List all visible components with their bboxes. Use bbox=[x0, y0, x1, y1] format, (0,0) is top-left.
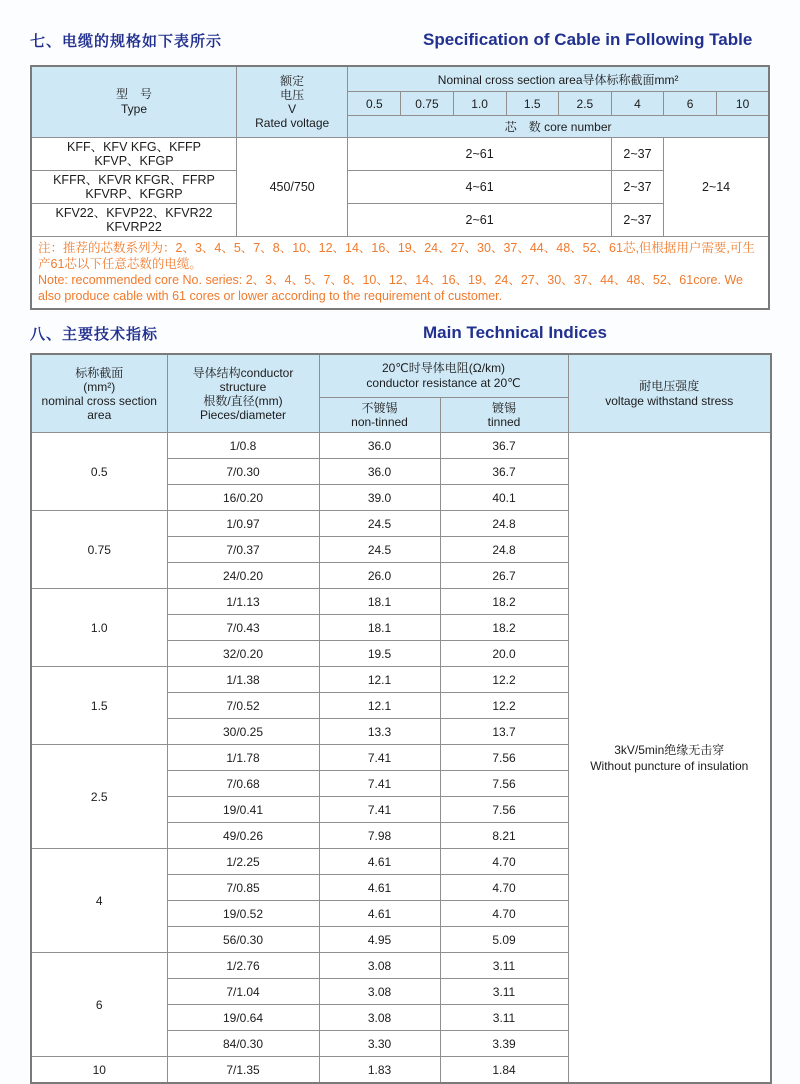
conductor-structure-cell: 30/0.25 bbox=[167, 719, 319, 745]
conductor-structure-cell: 1/1.38 bbox=[167, 667, 319, 693]
conductor-structure-header-cell bbox=[167, 354, 319, 433]
nominal-area-cell: 0.5 bbox=[31, 433, 167, 511]
resistance-non-tinned-cell: 13.3 bbox=[319, 719, 440, 745]
resistance-non-tinned-cell: 4.61 bbox=[319, 901, 440, 927]
section8-title-zh: 八、主要技术指标 bbox=[30, 326, 159, 343]
header-line: 标称截面 bbox=[75, 365, 124, 380]
resistance-tinned-cell: 3.11 bbox=[440, 979, 568, 1005]
conductor-structure-cell: 32/0.20 bbox=[167, 641, 319, 667]
note-text-zh: 注：推荐的芯数系列为：2、3、4、5、7、8、10、12、14、16、19、24、27、30、37、44、48、52、61芯,但根据用户需要,可生产61芯以下任意芯数的电缆。 bbox=[38, 241, 755, 271]
conductor-structure-cell: 1/2.25 bbox=[167, 849, 319, 875]
conductor-structure-cell: 1/1.13 bbox=[167, 589, 319, 615]
voltage-withstand-cell bbox=[568, 433, 771, 1084]
resistance-tinned-cell: 4.70 bbox=[440, 875, 568, 901]
nominal-area-cell: 10 bbox=[31, 1057, 167, 1084]
conductor-structure-cell: 49/0.26 bbox=[167, 823, 319, 849]
header-line: 根数/直径(mm) bbox=[203, 393, 283, 408]
conductor-structure-cell: 7/0.85 bbox=[167, 875, 319, 901]
spec-table bbox=[30, 65, 770, 310]
cable-type-cell bbox=[31, 204, 237, 237]
core-range-6-10-cell: 2~14 bbox=[664, 138, 769, 237]
resistance-non-tinned-cell: 12.1 bbox=[319, 667, 440, 693]
area-col-header: 0.5 bbox=[348, 92, 401, 116]
resistance-tinned-cell: 24.8 bbox=[440, 511, 568, 537]
conductor-structure-cell: 1/0.8 bbox=[167, 433, 319, 459]
tinned-header-cell bbox=[440, 398, 568, 433]
header-line: non-tinned bbox=[351, 415, 408, 429]
header-line: conductor resistance at 20℃ bbox=[366, 376, 521, 390]
header-line: nominal cross section bbox=[41, 393, 157, 408]
spec-table-row bbox=[31, 138, 769, 171]
resistance-non-tinned-cell: 1.83 bbox=[319, 1057, 440, 1084]
nominal-area-cell: 6 bbox=[31, 953, 167, 1057]
cable-type-cell bbox=[31, 138, 237, 171]
cable-type-line: KFF、KFV KFG、KFFP bbox=[66, 140, 202, 154]
resistance-non-tinned-cell: 19.5 bbox=[319, 641, 440, 667]
resistance-tinned-cell: 7.56 bbox=[440, 797, 568, 823]
section8-heading bbox=[30, 323, 770, 343]
resistance-tinned-cell: 4.70 bbox=[440, 901, 568, 927]
header-line: tinned bbox=[487, 415, 521, 429]
conductor-structure-cell: 1/0.97 bbox=[167, 511, 319, 537]
conductor-structure-cell: 1/1.78 bbox=[167, 745, 319, 771]
core-range-small-cell: 4~61 bbox=[348, 171, 612, 204]
nominal-area-cell: 1.0 bbox=[31, 589, 167, 667]
section8-title-en: Main Technical Indices bbox=[423, 323, 607, 342]
resistance-non-tinned-cell: 39.0 bbox=[319, 485, 440, 511]
resistance-tinned-cell: 24.8 bbox=[440, 537, 568, 563]
resistance-tinned-cell: 20.0 bbox=[440, 641, 568, 667]
header-line: structure bbox=[219, 379, 267, 394]
conductor-structure-cell: 24/0.20 bbox=[167, 563, 319, 589]
area-col-header: 6 bbox=[664, 92, 717, 116]
core-range-small-cell: 2~61 bbox=[348, 204, 612, 237]
cable-type-line: KFFR、KFVR KFGR、FFRP bbox=[53, 173, 215, 187]
area-col-header: 4 bbox=[611, 92, 663, 116]
rated-voltage-cell: 450/750 bbox=[237, 138, 348, 237]
resistance-non-tinned-cell: 3.08 bbox=[319, 979, 440, 1005]
resistance-non-tinned-cell: 3.08 bbox=[319, 1005, 440, 1031]
conductor-structure-cell: 7/1.35 bbox=[167, 1057, 319, 1084]
cable-type-line: KFV22、KFVP22、KFVR22 bbox=[55, 206, 213, 220]
area-col-header: 0.75 bbox=[401, 92, 453, 116]
resistance-header-cell bbox=[319, 354, 568, 398]
conductor-structure-cell: 7/0.30 bbox=[167, 459, 319, 485]
resistance-tinned-cell: 4.70 bbox=[440, 849, 568, 875]
resistance-tinned-cell: 13.7 bbox=[440, 719, 568, 745]
tech-table-row bbox=[31, 433, 771, 459]
resistance-non-tinned-cell: 18.1 bbox=[319, 615, 440, 641]
section7-heading bbox=[30, 30, 770, 50]
area-col-header: 1.5 bbox=[506, 92, 558, 116]
section7-title-en: Specification of Cable in Following Table bbox=[423, 30, 753, 49]
nominal-area-header-cell bbox=[31, 354, 167, 433]
area-col-header: 2.5 bbox=[558, 92, 611, 116]
resistance-tinned-cell: 7.56 bbox=[440, 771, 568, 797]
header-line: 导体结构conductor bbox=[192, 365, 294, 380]
core-range-4-cell: 2~37 bbox=[611, 138, 663, 171]
cable-type-line: KFVP、KFGP bbox=[94, 154, 174, 168]
voltage-line: 额定 bbox=[280, 74, 305, 88]
section7-title-zh: 七、电缆的规格如下表所示 bbox=[30, 33, 223, 50]
voltage-line: V bbox=[288, 102, 297, 116]
resistance-tinned-cell: 12.2 bbox=[440, 667, 568, 693]
header-line: 耐电压强度 bbox=[639, 378, 700, 393]
tech-header-row-1 bbox=[31, 354, 771, 398]
voltage-line: 电压 bbox=[280, 88, 305, 102]
resistance-non-tinned-cell: 26.0 bbox=[319, 563, 440, 589]
area-header-cell: Nominal cross section area导体标称截面mm² bbox=[348, 66, 769, 92]
conductor-structure-cell: 19/0.64 bbox=[167, 1005, 319, 1031]
core-range-small-cell: 2~61 bbox=[348, 138, 612, 171]
resistance-non-tinned-cell: 3.30 bbox=[319, 1031, 440, 1057]
area-col-header: 10 bbox=[717, 92, 769, 116]
header-line: 镀锡 bbox=[492, 401, 517, 415]
header-line: area bbox=[87, 407, 112, 422]
type-header-en: Type bbox=[121, 102, 148, 116]
resistance-non-tinned-cell: 4.61 bbox=[319, 849, 440, 875]
resistance-non-tinned-cell: 4.61 bbox=[319, 875, 440, 901]
header-line: voltage withstand stress bbox=[605, 393, 734, 408]
page bbox=[0, 30, 800, 1084]
conductor-structure-cell: 7/1.04 bbox=[167, 979, 319, 1005]
note-text-en: Note: recommended core No. series: 2、3、4、5、7、8、10、12、14、16、19、24、27、30、37、44、48、52、61core. We also produce cable with 61 cores or lower according to the requirement of customer. bbox=[38, 273, 743, 303]
resistance-non-tinned-cell: 7.41 bbox=[319, 797, 440, 823]
tech-table-body bbox=[31, 433, 771, 1084]
tech-table bbox=[30, 353, 772, 1084]
resistance-tinned-cell: 1.84 bbox=[440, 1057, 568, 1084]
resistance-non-tinned-cell: 12.1 bbox=[319, 693, 440, 719]
resistance-non-tinned-cell: 18.1 bbox=[319, 589, 440, 615]
conductor-structure-cell: 19/0.41 bbox=[167, 797, 319, 823]
resistance-tinned-cell: 7.56 bbox=[440, 745, 568, 771]
nominal-area-cell: 0.75 bbox=[31, 511, 167, 589]
conductor-structure-cell: 7/0.68 bbox=[167, 771, 319, 797]
header-line: Pieces/diameter bbox=[199, 407, 287, 422]
resistance-tinned-cell: 5.09 bbox=[440, 927, 568, 953]
nominal-area-cell: 4 bbox=[31, 849, 167, 953]
cable-type-line: KFVRP22 bbox=[106, 220, 162, 234]
spec-table-row bbox=[31, 171, 769, 204]
conductor-structure-cell: 7/0.43 bbox=[167, 615, 319, 641]
resistance-non-tinned-cell: 7.41 bbox=[319, 771, 440, 797]
core-range-4-cell: 2~37 bbox=[611, 171, 663, 204]
rated-voltage-header-cell bbox=[237, 66, 348, 138]
resistance-tinned-cell: 3.39 bbox=[440, 1031, 568, 1057]
resistance-tinned-cell: 26.7 bbox=[440, 563, 568, 589]
resistance-tinned-cell: 18.2 bbox=[440, 615, 568, 641]
nominal-area-cell: 2.5 bbox=[31, 745, 167, 849]
withstand-line: 3kV/5min绝缘无击穿 bbox=[614, 742, 725, 757]
header-line: 不镀锡 bbox=[361, 401, 398, 415]
conductor-structure-cell: 19/0.52 bbox=[167, 901, 319, 927]
resistance-tinned-cell: 8.21 bbox=[440, 823, 568, 849]
header-line: 20℃时导体电阻(Ω/km) bbox=[381, 361, 506, 375]
resistance-non-tinned-cell: 4.95 bbox=[319, 927, 440, 953]
core-number-header-cell: 芯 数 core number bbox=[348, 116, 769, 138]
resistance-tinned-cell: 18.2 bbox=[440, 589, 568, 615]
nominal-area-cell: 1.5 bbox=[31, 667, 167, 745]
area-col-header: 1.0 bbox=[453, 92, 506, 116]
header-line: (mm²) bbox=[83, 379, 116, 394]
spec-header-row-1 bbox=[31, 66, 769, 92]
type-header-zh: 型 号 bbox=[116, 87, 153, 101]
resistance-tinned-cell: 3.11 bbox=[440, 1005, 568, 1031]
withstand-line: Without puncture of insulation bbox=[590, 758, 749, 773]
conductor-structure-cell: 1/2.76 bbox=[167, 953, 319, 979]
resistance-non-tinned-cell: 7.98 bbox=[319, 823, 440, 849]
note-cell bbox=[31, 237, 769, 310]
conductor-structure-cell: 16/0.20 bbox=[167, 485, 319, 511]
voltage-withstand-header-cell bbox=[568, 354, 771, 433]
resistance-non-tinned-cell: 36.0 bbox=[319, 433, 440, 459]
resistance-tinned-cell: 36.7 bbox=[440, 459, 568, 485]
conductor-structure-cell: 84/0.30 bbox=[167, 1031, 319, 1057]
spec-table-row bbox=[31, 204, 769, 237]
voltage-line: Rated voltage bbox=[255, 116, 330, 130]
core-range-4-cell: 2~37 bbox=[611, 204, 663, 237]
conductor-structure-cell: 56/0.30 bbox=[167, 927, 319, 953]
non-tinned-header-cell bbox=[319, 398, 440, 433]
tech-table-header bbox=[31, 354, 771, 433]
cable-type-line: KFVRP、KFGRP bbox=[85, 187, 183, 201]
resistance-tinned-cell: 40.1 bbox=[440, 485, 568, 511]
resistance-non-tinned-cell: 7.41 bbox=[319, 745, 440, 771]
conductor-structure-cell: 7/0.52 bbox=[167, 693, 319, 719]
resistance-non-tinned-cell: 3.08 bbox=[319, 953, 440, 979]
conductor-structure-cell: 7/0.37 bbox=[167, 537, 319, 563]
spec-note-row bbox=[31, 237, 769, 310]
resistance-non-tinned-cell: 36.0 bbox=[319, 459, 440, 485]
resistance-non-tinned-cell: 24.5 bbox=[319, 511, 440, 537]
type-header-cell bbox=[31, 66, 237, 138]
resistance-non-tinned-cell: 24.5 bbox=[319, 537, 440, 563]
resistance-tinned-cell: 3.11 bbox=[440, 953, 568, 979]
resistance-tinned-cell: 12.2 bbox=[440, 693, 568, 719]
cable-type-cell bbox=[31, 171, 237, 204]
resistance-tinned-cell: 36.7 bbox=[440, 433, 568, 459]
